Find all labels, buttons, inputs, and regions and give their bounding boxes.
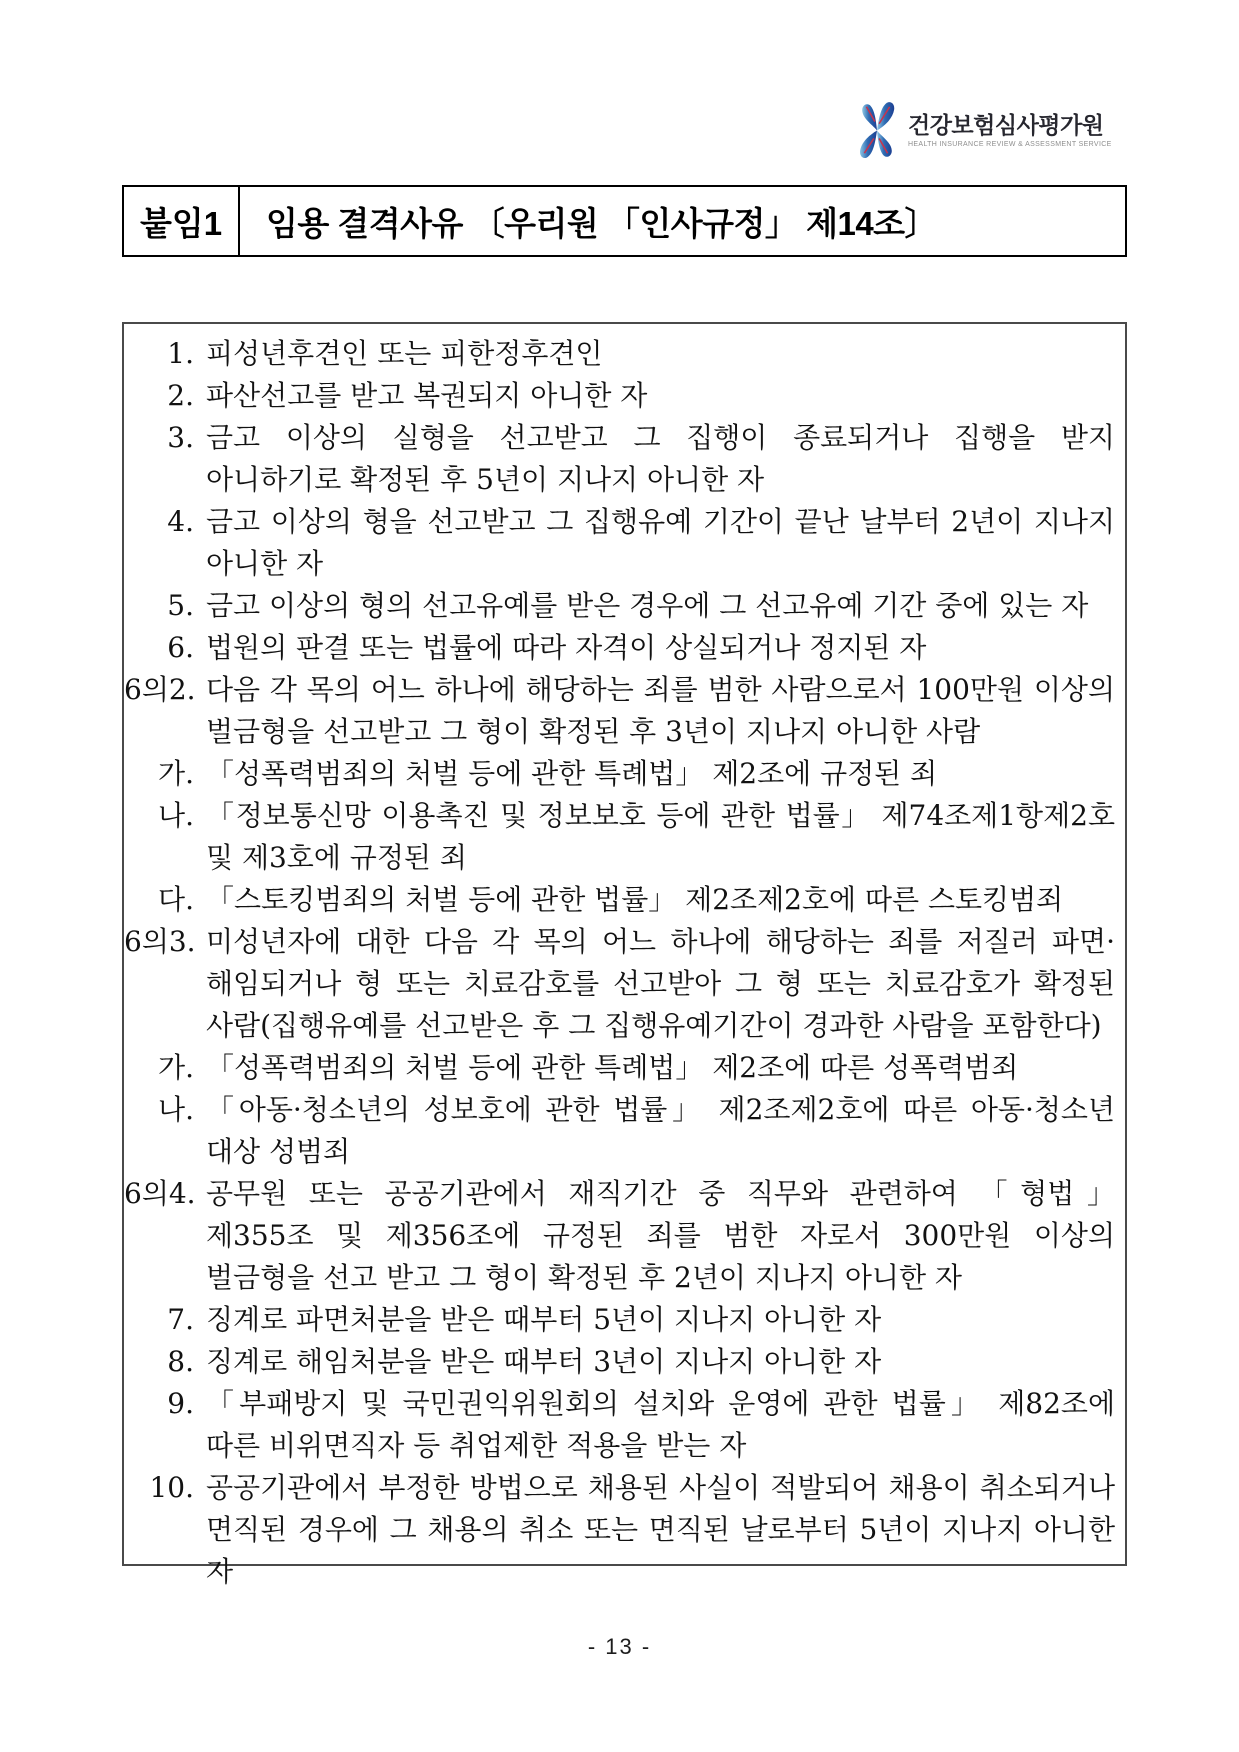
list-item-label: 4.	[167, 505, 194, 538]
list-item-text: 공무원 또는 공공기관에서 재직기간 중 직무와 관련하여 「형법」 제355조 및 제356조에 규정된 죄를 범한 자로서 300만원 이상의 벌금형을 선고 받고 그 형이 확정된 후 2년이 지나지 아니한 자	[206, 1177, 1115, 1294]
disqualification-list	[122, 322, 1127, 1588]
list-item	[124, 1047, 1125, 1089]
list-item-text: 「성폭력범죄의 처벌 등에 관한 특례법」 제2조에 따른 성폭력범죄	[206, 1051, 1019, 1084]
list-item-text: 미성년자에 대한 다음 각 목의 어느 하나에 해당하는 죄를 저질러 파면·해임되거나 형 또는 치료감호를 선고받아 그 형 또는 치료감호가 확정된 사람(집행유예를 선고받은 후 그 집행유예기간이 경과한 사람을 포함한다)	[206, 925, 1115, 1042]
list-item-label: 6.	[167, 631, 194, 664]
list-item	[124, 1173, 1125, 1299]
list-item-label: 2.	[167, 379, 194, 412]
list-item-text: 금고 이상의 형의 선고유예를 받은 경우에 그 선고유예 기간 중에 있는 자	[206, 589, 1089, 622]
attachment-header-box	[122, 185, 1127, 257]
list-item-label: 6의2.	[124, 673, 196, 706]
list-item-label: 5.	[167, 589, 194, 622]
attachment-badge: 붙임1	[124, 187, 240, 255]
list-item-label: 6의3.	[124, 925, 196, 958]
list-item-text: 「성폭력범죄의 처벌 등에 관한 특례법」 제2조에 규정된 죄	[206, 757, 938, 790]
list-item-label: 다.	[158, 883, 194, 916]
list-item-text: 징계로 해임처분을 받은 때부터 3년이 지나지 아니한 자	[206, 1345, 882, 1378]
list-item-label: 8.	[167, 1345, 194, 1378]
list-item-text: 징계로 파면처분을 받은 때부터 5년이 지나지 아니한 자	[206, 1303, 882, 1336]
list-item-label: 가.	[158, 1051, 194, 1084]
org-name: 건강보험심사평가원	[908, 112, 1104, 138]
list-item-label: 7.	[167, 1303, 194, 1336]
list-item	[124, 1341, 1125, 1383]
org-name-english: HEALTH INSURANCE REVIEW & ASSESSMENT SERVICE	[908, 141, 1112, 148]
list-item	[124, 585, 1125, 627]
page-number: - 13 -	[587, 1634, 652, 1659]
list-item-label: 가.	[158, 757, 194, 790]
list-item-text: 법원의 판결 또는 법률에 따라 자격이 상실되거나 정지된 자	[206, 631, 927, 664]
list-item-label: 1.	[167, 337, 194, 370]
list-item	[124, 501, 1125, 585]
list-item	[124, 627, 1125, 669]
org-logo	[858, 96, 1112, 166]
list-item-text: 「아동·청소년의 성보호에 관한 법률」 제2조제2호에 따른 아동·청소년 대상 성범죄	[206, 1093, 1115, 1168]
list-item-label: 6의4.	[124, 1177, 196, 1210]
list-item-text: 파산선고를 받고 복권되지 아니한 자	[206, 379, 648, 412]
list-item	[124, 1467, 1125, 1593]
page-title: 임용 결격사유 〔우리원 「인사규정」 제14조〕	[266, 204, 938, 242]
list-item	[124, 795, 1125, 879]
hira-chromosome-x-icon	[858, 100, 896, 160]
list-item-text: 다음 각 목의 어느 하나에 해당하는 죄를 범한 사람으로서 100만원 이상의 벌금형을 선고받고 그 형이 확정된 후 3년이 지나지 아니한 사람	[206, 673, 1115, 748]
list-item-text: 피성년후견인 또는 피한정후견인	[206, 337, 603, 370]
list-item	[124, 333, 1125, 375]
list-item	[124, 753, 1125, 795]
list-item-label: 나.	[158, 1093, 194, 1126]
list-item-label: 9.	[167, 1387, 194, 1420]
list-item	[124, 417, 1125, 501]
list-item-label: 10.	[149, 1471, 194, 1504]
list-item	[124, 1383, 1125, 1467]
list-item-label: 나.	[158, 799, 194, 832]
list-item-text: 「정보통신망 이용촉진 및 정보보호 등에 관한 법률」 제74조제1항제2호 및 제3호에 규정된 죄	[206, 799, 1115, 874]
list-item-text: 금고 이상의 실형을 선고받고 그 집행이 종료되거나 집행을 받지 아니하기로 확정된 후 5년이 지나지 아니한 자	[206, 421, 1115, 496]
list-item-text: 공공기관에서 부정한 방법으로 채용된 사실이 적발되어 채용이 취소되거나 면직된 경우에 그 채용의 취소 또는 면직된 날로부터 5년이 지나지 아니한 자	[206, 1471, 1115, 1588]
list-item	[124, 669, 1125, 753]
list-item	[124, 1299, 1125, 1341]
list-item	[124, 375, 1125, 417]
list-item-text: 「스토킹범죄의 처벌 등에 관한 법률」 제2조제2호에 따른 스토킹범죄	[206, 883, 1064, 916]
list-item-text: 금고 이상의 형을 선고받고 그 집행유예 기간이 끝난 날부터 2년이 지나지 아니한 자	[206, 505, 1115, 580]
list-item	[124, 921, 1125, 1047]
list-item	[124, 879, 1125, 921]
org-logo-text	[908, 112, 1112, 148]
list-item	[124, 1089, 1125, 1173]
list-item-text: 「부패방지 및 국민권익위원회의 설치와 운영에 관한 법률」 제82조에 따른 비위면직자 등 취업제한 적용을 받는 자	[206, 1387, 1115, 1462]
list-item-label: 3.	[167, 421, 194, 454]
